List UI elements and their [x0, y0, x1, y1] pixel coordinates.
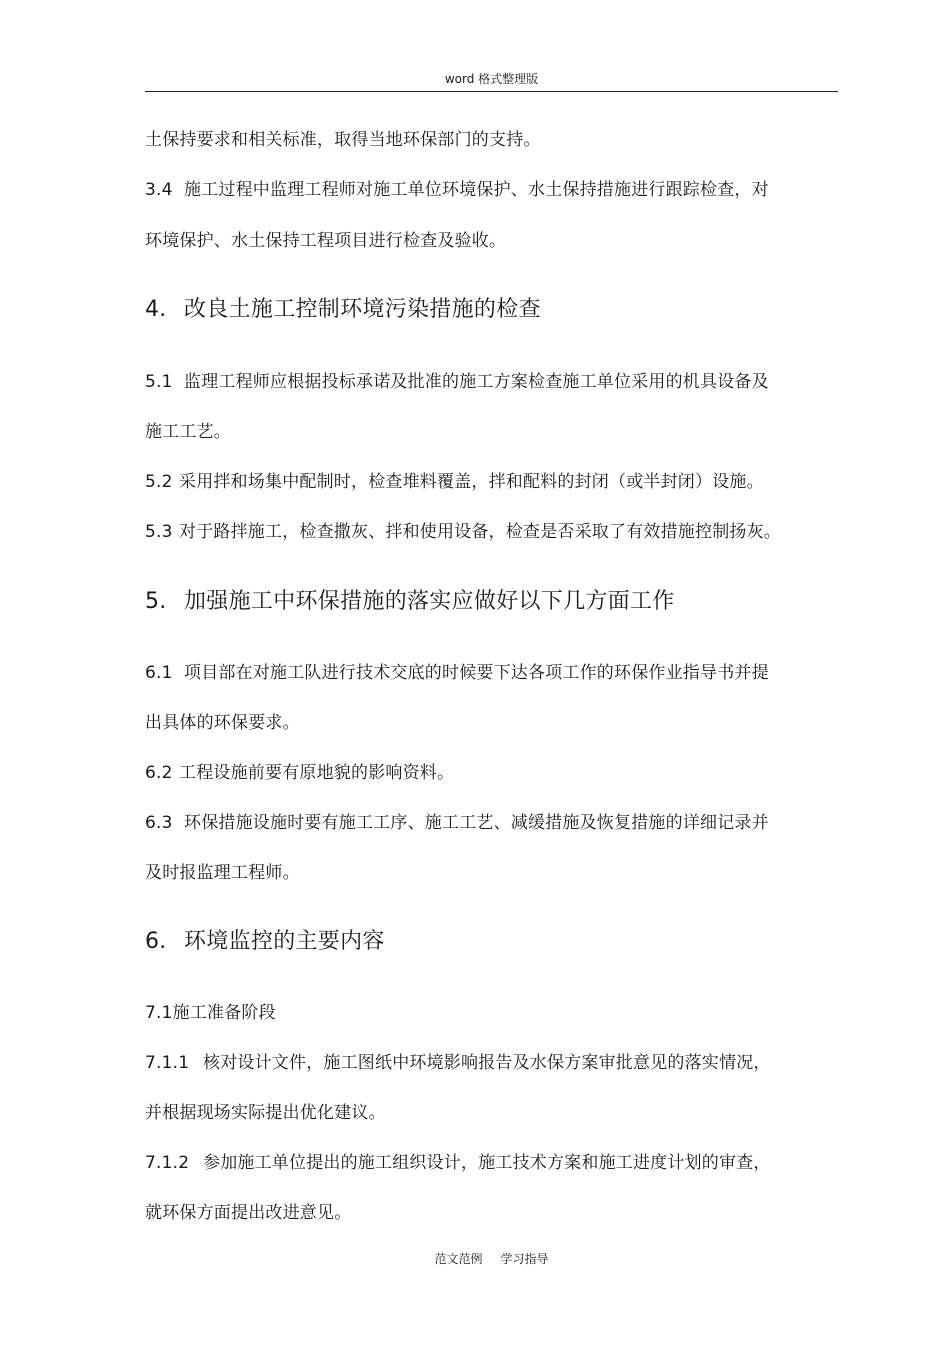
- line-text: 就环保方面提出改进意见。: [145, 1203, 352, 1223]
- footer-left-text: 范文范例: [434, 1252, 483, 1266]
- line-text: 工程设施前要有原地貌的影响资料。: [179, 763, 455, 783]
- line-text: 核对设计文件，施工图纸中环境影响报告及水保方案审批意见的落实情况，: [203, 1053, 771, 1073]
- heading-number: 6.: [145, 929, 167, 954]
- line-text: 项目部在对施工队进行技术交底的时候要下达各项工作的环保作业指导书并提: [184, 663, 769, 683]
- section-number: 5.2: [145, 472, 173, 492]
- page-footer: [145, 1249, 838, 1269]
- paragraph-line: [145, 1151, 771, 1175]
- paragraph-line: [145, 470, 764, 494]
- line-text: 采用拌和场集中配制时，检查堆料覆盖，拌和配料的封闭（或半封闭）设施。: [179, 472, 764, 492]
- section-number: 5.1: [145, 372, 173, 392]
- line-text: 出具体的环保要求。: [145, 713, 300, 733]
- paragraph-line: [145, 711, 300, 735]
- section-heading: [145, 587, 675, 617]
- paragraph-line: [145, 661, 769, 685]
- paragraph-line: [145, 128, 541, 152]
- paragraph-line: [145, 761, 454, 785]
- line-text: 环境保护、水土保持工程项目进行检查及验收。: [145, 231, 507, 251]
- heading-text: 加强施工中环保措施的落实应做好以下几方面工作: [184, 589, 675, 614]
- line-text: 参加施工单位提出的施工组织设计，施工技术方案和施工进度计划的审查，: [203, 1153, 771, 1173]
- section-heading: [145, 295, 541, 325]
- section-heading: [145, 927, 385, 957]
- paragraph-line: [145, 1201, 351, 1225]
- line-text: 环保措施设施时要有施工工序、施工工艺、减缓措施及恢复措施的详细记录并: [184, 813, 769, 833]
- line-text: 及时报监理工程师。: [145, 863, 300, 883]
- section-number: 3.4: [145, 180, 173, 200]
- section-number: 5.3: [145, 522, 173, 542]
- paragraph-line: [145, 811, 769, 835]
- paragraph-line: [145, 861, 300, 885]
- paragraph-line: [145, 370, 769, 394]
- header-rule: [145, 91, 838, 92]
- section-number: 6.2: [145, 763, 173, 783]
- line-text: 监理工程师应根据投标承诺及批准的施工方案检查施工单位采用的机具设备及: [184, 372, 769, 392]
- heading-text: 改良土施工控制环境污染措施的检查: [184, 297, 541, 322]
- line-text: 土保持要求和相关标准，取得当地环保部门的支持。: [145, 130, 541, 150]
- line-text: 7.1施工准备阶段: [145, 1003, 276, 1023]
- page-header: word 格式整理版: [444, 72, 539, 86]
- paragraph-line: [145, 178, 769, 202]
- line-text: 施工过程中监理工程师对施工单位环境保护、水土保持措施进行跟踪检查，对: [184, 180, 769, 200]
- heading-number: 4.: [145, 297, 167, 322]
- heading-number: 5.: [145, 589, 167, 614]
- line-text: 施工工艺。: [145, 422, 231, 442]
- paragraph-line: [145, 520, 781, 544]
- line-text: 对于路拌施工，检查撒灰、拌和使用设备，检查是否采取了有效措施控制扬灰。: [179, 522, 781, 542]
- section-number: 6.1: [145, 663, 173, 683]
- line-text: 并根据现场实际提出优化建议。: [145, 1103, 386, 1123]
- paragraph-line: [145, 1001, 276, 1025]
- section-number: 6.3: [145, 813, 173, 833]
- paragraph-line: [145, 420, 231, 444]
- paragraph-line: [145, 1101, 386, 1125]
- section-number: 7.1.2: [145, 1153, 190, 1173]
- footer-right-text: 学习指导: [500, 1252, 549, 1266]
- section-number: 7.1.1: [145, 1053, 190, 1073]
- paragraph-line: [145, 1051, 771, 1075]
- paragraph-line: [145, 229, 506, 253]
- heading-text: 环境监控的主要内容: [184, 929, 385, 954]
